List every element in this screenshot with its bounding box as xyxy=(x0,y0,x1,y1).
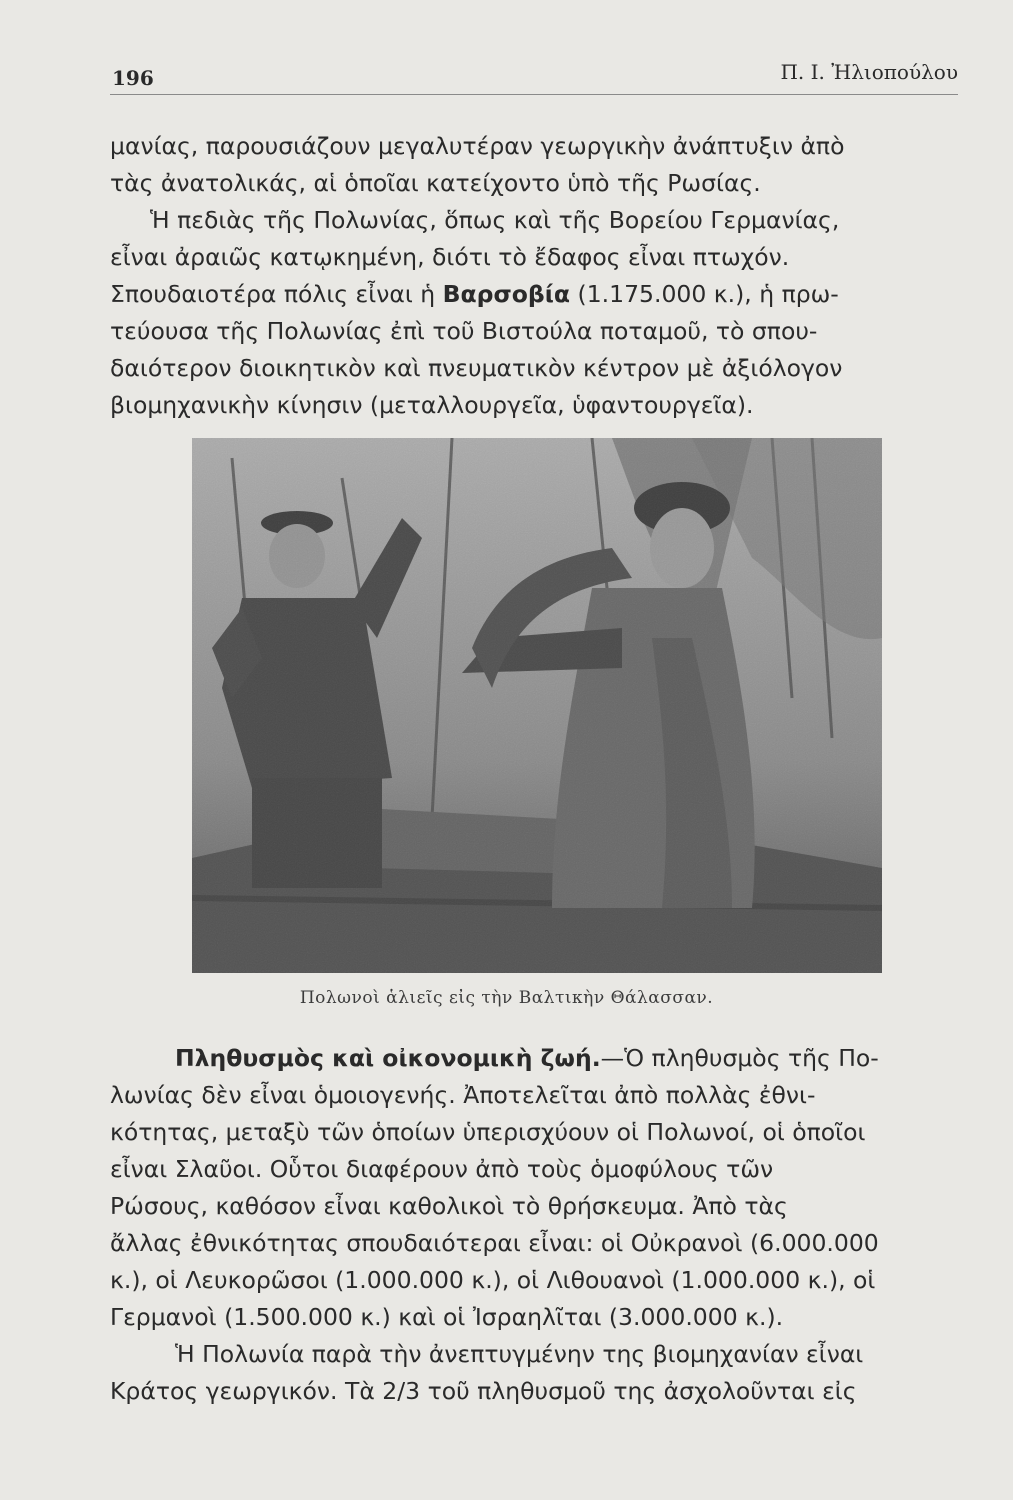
text-line: Ἡ Πολωνία παρὰ τὴν ἀνεπτυγμένην της βιομηχανίαν εἶναι xyxy=(175,1340,864,1368)
text-run: (1.175.000 κ.), ἡ πρω- xyxy=(570,280,839,308)
text-line: κότητας, μεταξὺ τῶν ὁποίων ὑπερισχύουν οἱ Πολωνοί, οἱ ὁποῖοι xyxy=(110,1118,866,1146)
text-run: Σπουδαιοτέρα πόλις εἶναι ἡ xyxy=(110,280,443,308)
text-line xyxy=(110,276,962,313)
running-head: Π. Ι. Ἠλιοπούλου xyxy=(780,60,958,84)
text-line: εἶναι ἀραιῶς κατῳκημένη, διότι τὸ ἔδαφος εἶναι πτωχόν. xyxy=(110,243,790,271)
text-line: τὰς ἀνατολικάς, αἱ ὁποῖαι κατείχοντο ὑπὸ τῆς Ρωσίας. xyxy=(110,169,761,197)
photo-illustration xyxy=(192,438,882,973)
city-name-warsaw: Βαρσοβία xyxy=(442,280,571,308)
text-line: βιομηχανικὴν κίνησιν (μεταλλουργεῖα, ὑφαντουργεῖα). xyxy=(110,391,754,419)
text-line: τεύουσα τῆς Πολωνίας ἐπὶ τοῦ Βιστούλα ποταμοῦ, τὸ σπου- xyxy=(110,317,818,345)
text-line: δαιότερον διοικητικὸν καὶ πνευματικὸν κέντρον μὲ ἀξιόλογον xyxy=(110,354,843,382)
photo-caption: Πολωνοὶ ἁλιεῖς εἰς τὴν Βαλτικὴν Θάλασσαν. xyxy=(299,988,714,1008)
section-population xyxy=(110,1040,962,1410)
text-line: ἄλλας ἐθνικότητας σπουδαιότεραι εἶναι: οἱ Οὐκρανοὶ (6.000.000 xyxy=(110,1229,879,1257)
text-line: εἶναι Σλαῦοι. Οὗτοι διαφέρουν ἀπὸ τοὺς ὁμοφύλους τῶν xyxy=(110,1155,774,1183)
text-line: Γερμανοὶ (1.500.000 κ.) καὶ οἱ Ἰσραηλῖται (3.000.000 κ.). xyxy=(110,1303,784,1331)
text-line xyxy=(110,1040,962,1077)
fishermen-photo xyxy=(192,438,882,973)
text-line: Ρώσους, καθόσον εἶναι καθολικοὶ τὸ θρήσκευμα. Ἀπὸ τὰς xyxy=(110,1192,788,1220)
page-number: 196 xyxy=(112,66,154,90)
text-line: Κράτος γεωργικόν. Τὰ 2/3 τοῦ πληθυσμοῦ της ἀσχολοῦνται εἰς xyxy=(110,1377,857,1405)
paragraph-top xyxy=(110,128,962,424)
section-heading: Πληθυσμὸς καὶ οἰκονομικὴ ζωή. xyxy=(175,1044,601,1072)
text-line: κ.), οἱ Λευκορῶσοι (1.000.000 κ.), οἱ Λιθουανοὶ (1.000.000 κ.), οἱ xyxy=(110,1266,876,1294)
text-line: μανίας, παρουσιάζουν μεγαλυτέραν γεωργικὴν ἀνάπτυξιν ἀπὸ xyxy=(110,132,845,160)
header-rule xyxy=(110,94,958,95)
text-line: Ἡ πεδιὰς τῆς Πολωνίας, ὅπως καὶ τῆς Βορείου Γερμανίας, xyxy=(150,206,840,234)
text-run: —Ὁ πληθυσμὸς τῆς Πο- xyxy=(600,1044,879,1072)
text-line: λωνίας δὲν εἶναι ὁμοιογενής. Ἀποτελεῖται ἀπὸ πολλὰς ἐθνι- xyxy=(110,1081,816,1109)
